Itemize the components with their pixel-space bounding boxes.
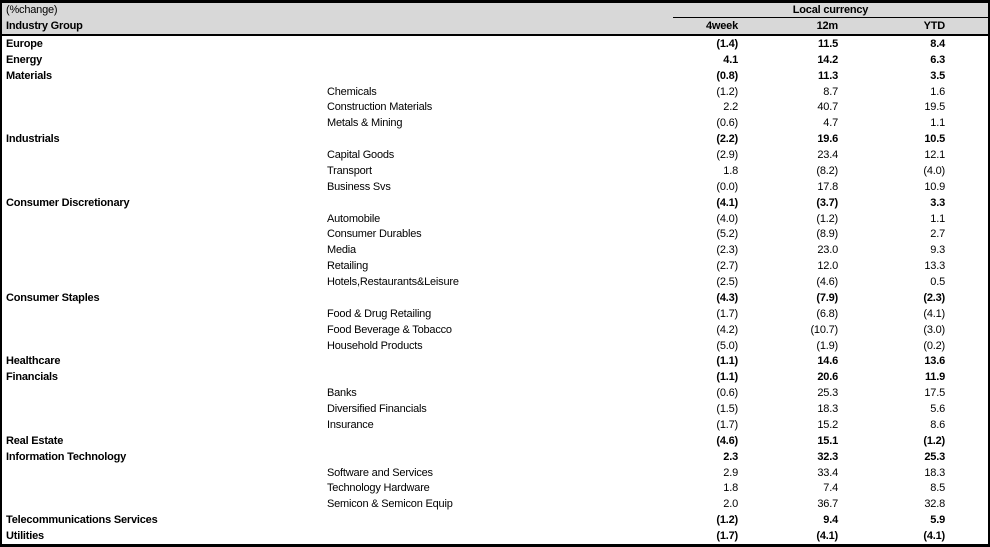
value-4week: (1.7) [716, 418, 738, 431]
value-4week: (2.7) [716, 260, 738, 273]
industry-label: Automobile [327, 212, 381, 225]
industry-label: Insurance [327, 418, 374, 431]
value-4week: (4.6) [716, 434, 738, 447]
industry-label: Chemicals [327, 85, 377, 98]
value-ytd: 6.3 [930, 53, 945, 66]
table-row [2, 433, 988, 449]
table-row [2, 496, 988, 512]
value-4week: (4.3) [716, 291, 738, 304]
industry-label: Software and Services [327, 466, 433, 479]
value-12m: 14.6 [817, 355, 838, 368]
value-4week: (1.2) [716, 85, 738, 98]
value-4week: (1.5) [716, 403, 738, 416]
column-header-ytd: YTD [923, 20, 945, 32]
industry-label: Consumer Discretionary [6, 196, 130, 209]
table-row [2, 322, 988, 338]
value-12m: (4.6) [816, 276, 838, 289]
value-ytd: (0.2) [923, 339, 945, 352]
value-4week: (1.1) [716, 355, 738, 368]
value-ytd: 19.5 [924, 101, 945, 114]
industry-label: Materials [6, 69, 52, 82]
value-12m: 8.7 [823, 85, 838, 98]
value-12m: 23.0 [817, 244, 838, 257]
value-ytd: 8.4 [930, 37, 945, 50]
value-4week: (1.1) [716, 371, 738, 384]
value-ytd: 1.1 [930, 117, 945, 130]
table-row [2, 52, 988, 68]
value-12m: 15.2 [817, 418, 838, 431]
value-ytd: 17.5 [924, 387, 945, 400]
value-ytd: 1.6 [930, 85, 945, 98]
header-row-columns [2, 18, 988, 34]
table-row [2, 338, 988, 354]
value-12m: 15.1 [817, 434, 838, 447]
table-row [2, 227, 988, 243]
header-row-currency [2, 3, 988, 18]
table-row [2, 36, 988, 52]
value-ytd: 0.5 [930, 276, 945, 289]
value-12m: 36.7 [817, 498, 838, 511]
table-body [2, 36, 988, 544]
value-12m: (3.7) [816, 196, 838, 209]
value-ytd: 1.1 [930, 212, 945, 225]
value-4week: 2.9 [723, 466, 738, 479]
table-row [2, 163, 988, 179]
table-row [2, 512, 988, 528]
value-12m: 33.4 [817, 466, 838, 479]
table-row [2, 179, 988, 195]
value-ytd: (4.1) [923, 530, 945, 543]
value-ytd: 3.3 [930, 196, 945, 209]
table-row [2, 195, 988, 211]
value-12m: 32.3 [817, 450, 838, 463]
table-row [2, 147, 988, 163]
table-row [2, 100, 988, 116]
value-4week: (1.4) [716, 37, 738, 50]
industry-label: Capital Goods [327, 149, 395, 162]
table-row [2, 369, 988, 385]
percent-change-label: (%change) [6, 4, 58, 16]
industry-label: Consumer Staples [6, 291, 100, 304]
value-ytd: 12.1 [924, 149, 945, 162]
table-row [2, 242, 988, 258]
table-row [2, 68, 988, 84]
table-row [2, 401, 988, 417]
value-4week: (4.2) [716, 323, 738, 336]
value-12m: 17.8 [817, 180, 838, 193]
table-header [2, 3, 988, 36]
value-4week: (5.2) [716, 228, 738, 241]
value-4week: (5.0) [716, 339, 738, 352]
value-ytd: 25.3 [924, 450, 945, 463]
value-4week: (1.7) [716, 530, 738, 543]
value-ytd: 11.9 [924, 371, 945, 384]
value-ytd: (1.2) [923, 434, 945, 447]
industry-label: Household Products [327, 339, 423, 352]
value-ytd: 10.5 [924, 133, 945, 146]
table-row [2, 84, 988, 100]
value-4week: (1.7) [716, 307, 738, 320]
value-12m: (8.9) [816, 228, 838, 241]
table-row [2, 528, 988, 544]
value-ytd: 13.6 [924, 355, 945, 368]
industry-label: Construction Materials [327, 101, 433, 114]
value-ytd: 2.7 [930, 228, 945, 241]
value-ytd: (2.3) [923, 291, 945, 304]
table-row [2, 211, 988, 227]
industry-label: Financials [6, 371, 58, 384]
value-ytd: 18.3 [924, 466, 945, 479]
value-ytd: (4.1) [923, 307, 945, 320]
table-row [2, 354, 988, 370]
table-row [2, 465, 988, 481]
industry-label: Transport [327, 164, 372, 177]
table-row [2, 274, 988, 290]
table-row [2, 131, 988, 147]
table-row [2, 290, 988, 306]
value-4week: 2.0 [723, 498, 738, 511]
table-row [2, 306, 988, 322]
industry-label: Information Technology [6, 450, 127, 463]
table-row [2, 258, 988, 274]
industry-label: Media [327, 244, 356, 257]
value-12m: (6.8) [816, 307, 838, 320]
value-4week: (4.1) [716, 196, 738, 209]
value-ytd: 5.6 [930, 403, 945, 416]
value-4week: 4.1 [723, 53, 738, 66]
industry-label: Technology Hardware [327, 482, 430, 495]
value-12m: (8.2) [816, 164, 838, 177]
value-12m: 9.4 [823, 514, 838, 527]
value-4week: 1.8 [723, 482, 738, 495]
value-ytd: 13.3 [924, 260, 945, 273]
value-ytd: 9.3 [930, 244, 945, 257]
industry-label: Metals & Mining [327, 117, 403, 130]
industry-label: Europe [6, 37, 43, 50]
industry-label: Banks [327, 387, 357, 400]
value-12m: (1.9) [816, 339, 838, 352]
value-ytd: 3.5 [930, 69, 945, 82]
value-ytd: 10.9 [924, 180, 945, 193]
industry-label: Energy [6, 53, 43, 66]
value-12m: (4.1) [816, 530, 838, 543]
value-4week: (0.6) [716, 117, 738, 130]
value-12m: 18.3 [817, 403, 838, 416]
value-4week: (2.2) [716, 133, 738, 146]
industry-label: Food & Drug Retailing [327, 307, 432, 320]
value-12m: 20.6 [817, 371, 838, 384]
value-12m: (10.7) [810, 323, 838, 336]
value-ytd: (3.0) [923, 323, 945, 336]
industry-label: Consumer Durables [327, 228, 422, 241]
value-ytd: (4.0) [923, 164, 945, 177]
value-4week: (0.0) [716, 180, 738, 193]
value-12m: 19.6 [817, 133, 838, 146]
value-ytd: 8.5 [930, 482, 945, 495]
industry-label: Diversified Financials [327, 403, 427, 416]
value-12m: 4.7 [823, 117, 838, 130]
industry-label: Real Estate [6, 434, 64, 447]
industry-label: Industrials [6, 133, 60, 146]
industry-label: Business Svs [327, 180, 391, 193]
industry-label: Utilities [6, 530, 44, 543]
value-12m: (7.9) [816, 291, 838, 304]
value-4week: (2.3) [716, 244, 738, 257]
value-4week: 2.3 [723, 450, 738, 463]
value-12m: 14.2 [817, 53, 838, 66]
value-4week: (2.9) [716, 149, 738, 162]
value-4week: (0.6) [716, 387, 738, 400]
column-header-4week: 4week [705, 20, 738, 32]
value-12m: 40.7 [817, 101, 838, 114]
table-row [2, 115, 988, 131]
value-ytd: 32.8 [924, 498, 945, 511]
industry-label: Hotels,Restaurants&Leisure [327, 276, 459, 289]
value-12m: 12.0 [817, 260, 838, 273]
industry-label: Food Beverage & Tobacco [327, 323, 452, 336]
table-row [2, 481, 988, 497]
value-12m: (1.2) [816, 212, 838, 225]
value-4week: 1.8 [723, 164, 738, 177]
industry-group-header: Industry Group [6, 20, 83, 32]
table-row [2, 417, 988, 433]
value-4week: (2.5) [716, 276, 738, 289]
value-4week: (4.0) [716, 212, 738, 225]
table-row [2, 385, 988, 401]
value-12m: 7.4 [823, 482, 838, 495]
industry-label: Telecommunications Services [6, 514, 158, 527]
value-4week: (1.2) [716, 514, 738, 527]
value-12m: 11.3 [817, 69, 838, 82]
value-4week: (0.8) [716, 69, 738, 82]
value-12m: 11.5 [817, 37, 838, 50]
value-12m: 23.4 [817, 149, 838, 162]
industry-label: Healthcare [6, 355, 61, 368]
value-12m: 25.3 [817, 387, 838, 400]
industry-label: Retailing [327, 260, 369, 273]
value-ytd: 5.9 [930, 514, 945, 527]
local-currency-header: Local currency [673, 3, 988, 18]
value-4week: 2.2 [723, 101, 738, 114]
value-ytd: 8.6 [930, 418, 945, 431]
industry-label: Semicon & Semicon Equip [327, 498, 453, 511]
column-header-12m: 12m [816, 20, 838, 32]
table-row [2, 449, 988, 465]
